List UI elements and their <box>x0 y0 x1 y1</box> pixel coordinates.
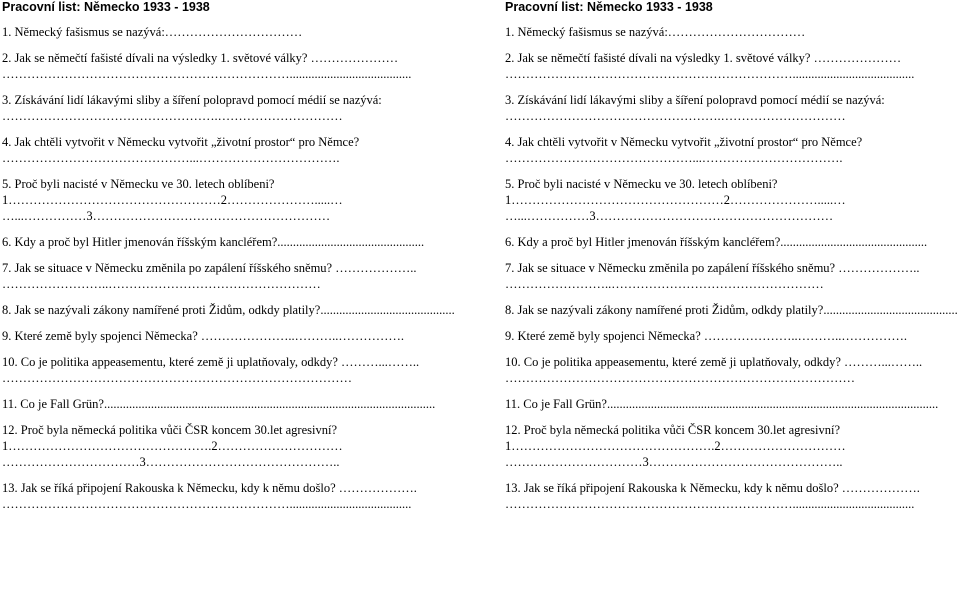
question-4 <box>505 134 960 166</box>
question-text: 4. Jak chtěli vytvořit v Německu vytvořit „životní prostor“ pro Němce? <box>505 135 863 149</box>
answer-line: …...……………3………………………………………………… <box>505 209 834 223</box>
question-text: 13. Jak se říká připojení Rakouska k Německu, kdy k němu došlo? ………………. <box>505 481 920 495</box>
question-text: 2. Jak se němečtí fašisté dívali na výsledky 1. světové války? ………………… <box>505 51 902 65</box>
answer-line: 1………………………………………….2………………………… <box>2 439 343 453</box>
question-13 <box>2 480 460 512</box>
question-text: 10. Co je politika appeasementu, které země ji uplatňovaly, odkdy? ………...…….. <box>2 355 420 369</box>
question-9 <box>2 328 460 344</box>
question-text: 1. Německý fašismus se nazývá:…………………………… <box>2 25 303 39</box>
question-text: 5. Proč byli nacisté v Německu ve 30. letech oblíbeni? <box>2 177 275 191</box>
question-13 <box>505 480 960 512</box>
question-text: 6. Kdy a proč byl Hitler jmenován říšským kancléřem?............................................... <box>2 235 425 249</box>
question-text: 7. Jak se situace v Německu změnila po zapálení říšského sněmu? ……………….. <box>505 261 920 275</box>
question-text: 2. Jak se němečtí fašisté dívali na výsledky 1. světové války? ………………… <box>2 51 399 65</box>
answer-line: ……………………………3……………………………………….. <box>2 455 340 469</box>
question-11 <box>2 396 460 412</box>
question-11 <box>505 396 960 412</box>
question-6 <box>2 234 460 250</box>
answer-line: 1………………………………………….2………………………… <box>505 439 846 453</box>
question-5 <box>505 176 960 224</box>
worksheet-title: Pracovní list: Německo 1933 - 1938 <box>2 0 210 14</box>
question-2 <box>2 50 460 82</box>
question-list <box>2 24 460 512</box>
answer-line: ………………………………………...……………………………. <box>505 151 843 165</box>
answer-line: ………………………………………………………………………… <box>2 371 352 385</box>
question-6 <box>505 234 960 250</box>
question-12 <box>2 422 460 470</box>
answer-line: ………………………………………...……………………………. <box>2 151 340 165</box>
question-10 <box>2 354 460 386</box>
question-list <box>505 24 960 512</box>
question-text: 7. Jak se situace v Německu změnila po zapálení říšského sněmu? ……………….. <box>2 261 417 275</box>
question-text: 13. Jak se říká připojení Rakouska k Německu, kdy k němu došlo? ………………. <box>2 481 417 495</box>
question-text: 11. Co je Fall Grün?.......................................................................................................... <box>505 397 939 411</box>
question-text: 3. Získávání lidí lákavými sliby a šíření polopravd pomocí médií se nazývá: <box>2 93 382 107</box>
question-text: 8. Jak se nazývali zákony namířené proti Židům, odkdy platily?........................................... <box>505 303 958 317</box>
question-7 <box>505 260 960 292</box>
worksheet-left <box>2 0 460 512</box>
answer-line: ……………………………………………………………....................................... <box>2 497 412 511</box>
question-8 <box>2 302 460 318</box>
question-1 <box>2 24 460 40</box>
answer-line: 1……………………………………………2………………….....… <box>2 193 343 207</box>
worksheet-right <box>505 0 960 512</box>
question-8 <box>505 302 960 318</box>
answer-line: 1……………………………………………2………………….....… <box>505 193 846 207</box>
question-5 <box>2 176 460 224</box>
question-text: 6. Kdy a proč byl Hitler jmenován říšským kancléřem?............................................... <box>505 235 928 249</box>
answer-line: ………………………………………………………………………… <box>505 371 855 385</box>
question-1 <box>505 24 960 40</box>
answer-line: …………………………………………….………………………… <box>2 109 343 123</box>
question-12 <box>505 422 960 470</box>
question-text: 9. Které země byly spojenci Německa? …………………..………..……………. <box>505 329 907 343</box>
question-text: 10. Co je politika appeasementu, které země ji uplatňovaly, odkdy? ………...…….. <box>505 355 923 369</box>
answer-line: ……………………………3……………………………………….. <box>505 455 843 469</box>
question-3 <box>2 92 460 124</box>
question-text: 4. Jak chtěli vytvořit v Německu vytvořit „životní prostor“ pro Němce? <box>2 135 360 149</box>
question-10 <box>505 354 960 386</box>
question-9 <box>505 328 960 344</box>
answer-line: …………………………………………….………………………… <box>505 109 846 123</box>
question-text: 12. Proč byla německá politika vůči ČSR koncem 30.let agresivní? <box>505 423 840 437</box>
question-text: 9. Které země byly spojenci Německa? …………………..………..……………. <box>2 329 404 343</box>
answer-line: ……………………..…………………………………………… <box>2 277 321 291</box>
question-3 <box>505 92 960 124</box>
answer-line: ……………………………………………………………....................................... <box>505 67 915 81</box>
question-text: 1. Německý fašismus se nazývá:…………………………… <box>505 25 806 39</box>
question-7 <box>2 260 460 292</box>
question-text: 5. Proč byli nacisté v Německu ve 30. letech oblíbeni? <box>505 177 778 191</box>
answer-line: ……………………..…………………………………………… <box>505 277 824 291</box>
question-2 <box>505 50 960 82</box>
question-text: 11. Co je Fall Grün?.......................................................................................................... <box>2 397 436 411</box>
answer-line: …...……………3………………………………………………… <box>2 209 331 223</box>
question-text: 12. Proč byla německá politika vůči ČSR koncem 30.let agresivní? <box>2 423 337 437</box>
worksheet-title: Pracovní list: Německo 1933 - 1938 <box>505 0 713 14</box>
question-4 <box>2 134 460 166</box>
answer-line: ……………………………………………………………....................................... <box>505 497 915 511</box>
question-text: 8. Jak se nazývali zákony namířené proti Židům, odkdy platily?........................................... <box>2 303 455 317</box>
question-text: 3. Získávání lidí lákavými sliby a šíření polopravd pomocí médií se nazývá: <box>505 93 885 107</box>
answer-line: ……………………………………………………………....................................... <box>2 67 412 81</box>
